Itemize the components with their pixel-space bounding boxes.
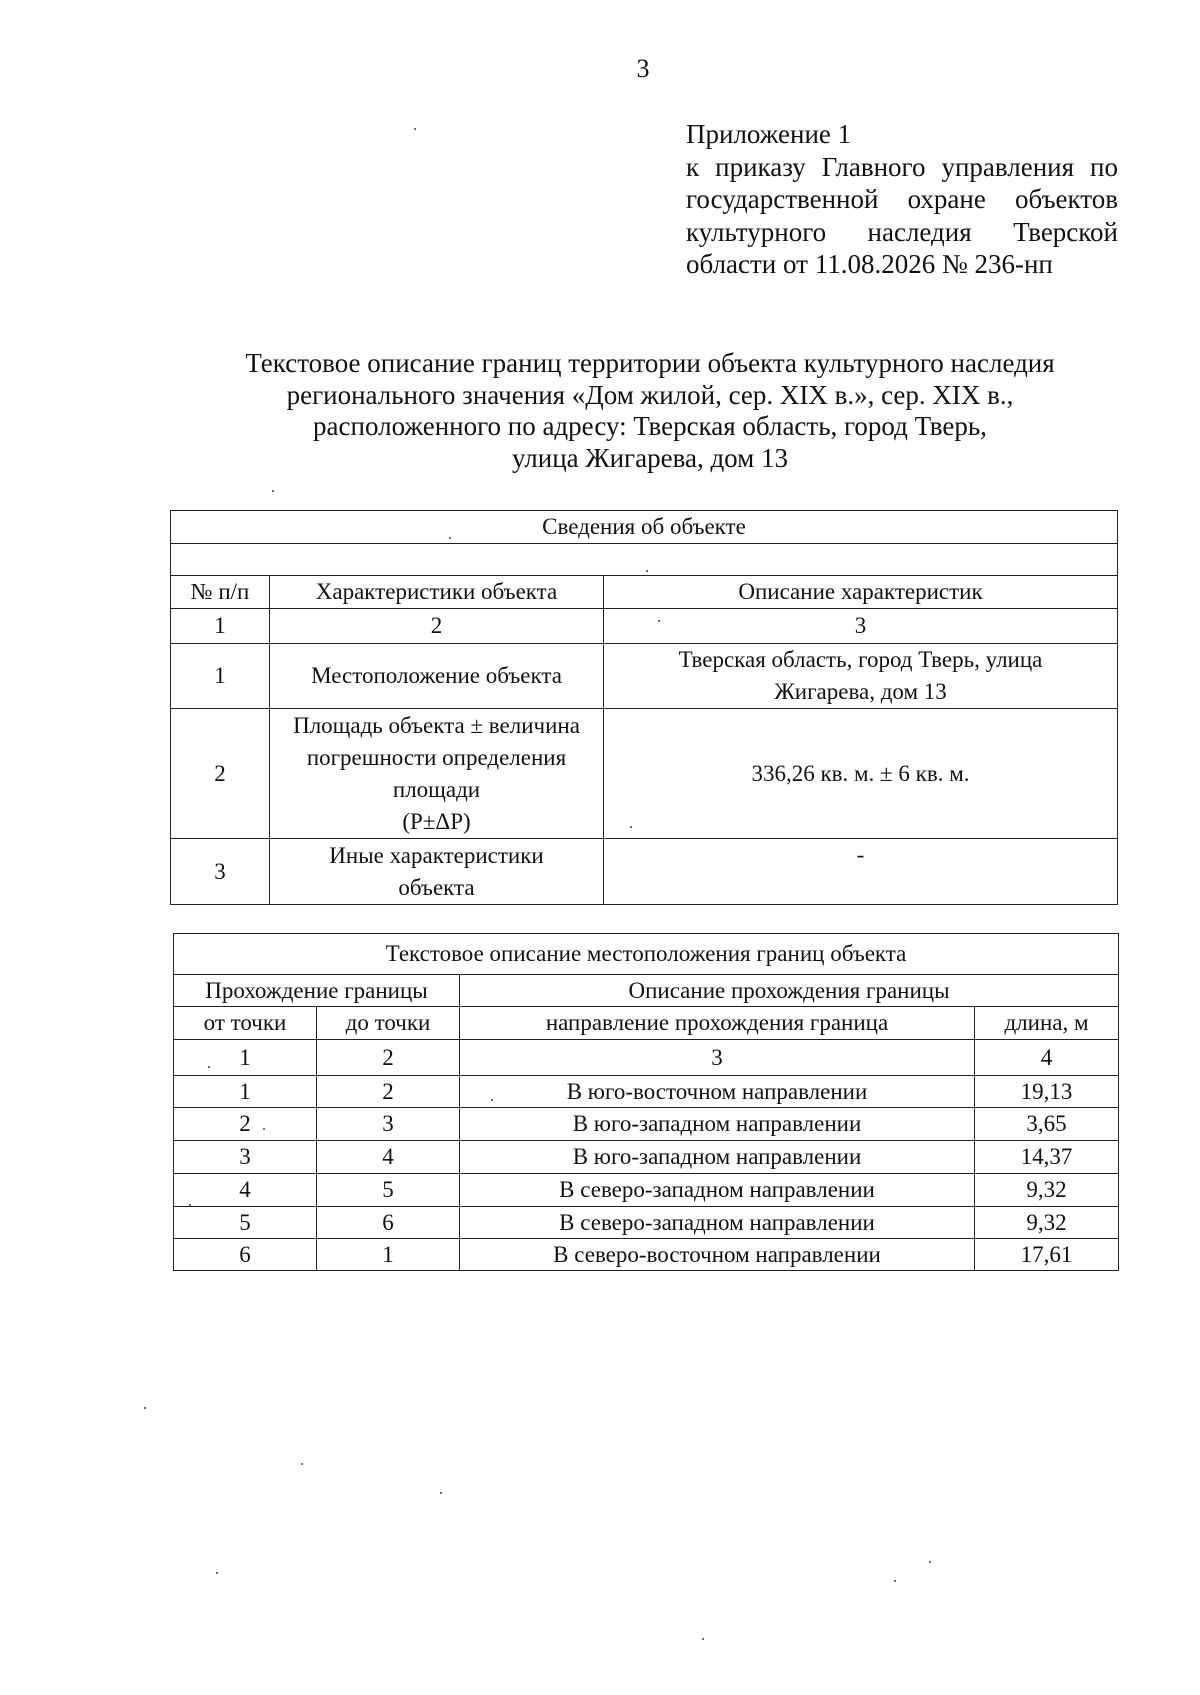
row-value	[604, 839, 1118, 905]
table-group-header-row	[174, 975, 1119, 1007]
document-title	[150, 348, 1150, 474]
from-point: 2	[174, 1108, 317, 1141]
row-characteristic	[270, 709, 604, 839]
to-point: 6	[317, 1207, 460, 1239]
appendix-line: к приказу Главного управления по	[686, 151, 1118, 182]
table-row	[171, 644, 1118, 709]
row-number: 3	[171, 839, 270, 905]
appendix-line: Приложение 1	[686, 119, 852, 149]
from-point: 1	[174, 1076, 317, 1108]
table-numbering-row	[171, 609, 1118, 644]
from-point: 5	[174, 1207, 317, 1239]
numbering-cell: 3	[604, 609, 1118, 644]
boundary-table-caption: Текстовое описание местоположения границ объекта	[174, 934, 1119, 975]
table-numbering-row	[174, 1040, 1119, 1076]
table-row	[174, 1207, 1119, 1239]
direction: В юго-восточном направлении	[460, 1076, 975, 1108]
title-line: расположенного по адресу: Тверская область, город Тверь,	[313, 411, 987, 441]
numbering-cell: 3	[460, 1040, 975, 1076]
cell-line: Жигарева, дом 13	[774, 679, 947, 704]
header-number: № п/п	[171, 576, 270, 609]
header-length: длина, м	[975, 1007, 1119, 1040]
to-point: 4	[317, 1141, 460, 1174]
group-header-passage: Прохождение границы	[174, 975, 460, 1007]
table-header-row	[174, 1007, 1119, 1040]
cell-line: площади	[392, 776, 481, 802]
length: 3,65	[975, 1108, 1119, 1141]
table-caption-row	[174, 934, 1119, 975]
header-characteristic: Характеристики объекта	[270, 576, 604, 609]
direction: В северо-восточном направлении	[460, 1239, 975, 1271]
cell-line: Иные характеристики	[329, 842, 544, 868]
table-row	[171, 839, 1118, 905]
to-point: 3	[317, 1108, 460, 1141]
cell-line: объекта	[398, 874, 475, 900]
header-to-point: до точки	[317, 1007, 460, 1040]
table-row	[174, 1076, 1119, 1108]
appendix-line: области от 11.08.2026 № 236-нп	[686, 249, 1053, 279]
numbering-cell: 2	[270, 609, 604, 644]
cell-line: Тверская область, город Тверь, улица	[678, 647, 1043, 672]
cell-line: 336,26 кв. м. ± 6 кв. м.	[751, 760, 970, 786]
table-spacer-row	[171, 544, 1118, 576]
row-value	[604, 644, 1118, 709]
row-value	[604, 709, 1118, 839]
direction: В северо-западном направлении	[460, 1207, 975, 1239]
to-point: 1	[317, 1239, 460, 1271]
direction: В юго-западном направлении	[460, 1141, 975, 1174]
numbering-cell: 2	[317, 1040, 460, 1076]
table-caption-row	[171, 511, 1118, 544]
table-header-row	[171, 576, 1118, 609]
cell-line: погрешности определения	[306, 744, 567, 770]
title-line: улица Жигарева, дом 13	[511, 442, 789, 473]
table-row	[174, 1141, 1119, 1174]
row-characteristic	[270, 839, 604, 905]
length: 9,32	[975, 1174, 1119, 1207]
row-number: 2	[171, 709, 270, 839]
length: 9,32	[975, 1207, 1119, 1239]
object-table-caption: Сведения об объекте	[171, 511, 1118, 544]
object-info-table	[170, 510, 1118, 905]
table-row	[174, 1239, 1119, 1271]
appendix-line: культурного наследия Тверской	[686, 216, 1118, 247]
appendix-block	[686, 118, 1118, 281]
boundary-table	[173, 933, 1119, 1271]
header-direction: направление прохождения граница	[460, 1007, 975, 1040]
cell-line: -	[856, 842, 865, 867]
from-point: 3	[174, 1141, 317, 1174]
from-point: 4	[174, 1174, 317, 1207]
empty-row-cell	[171, 544, 1118, 576]
cell-line: Местоположение объекта	[311, 663, 562, 688]
page-number: 3	[636, 54, 650, 83]
numbering-cell: 1	[174, 1040, 317, 1076]
direction: В юго-западном направлении	[460, 1108, 975, 1141]
title-line: Текстовое описание границ территории объекта культурного наследия	[245, 348, 1055, 378]
to-point: 2	[317, 1076, 460, 1108]
length: 14,37	[975, 1141, 1119, 1174]
cell-line: (Р±ΔР)	[402, 808, 471, 834]
numbering-cell: 4	[975, 1040, 1119, 1076]
title-line: регионального значения «Дом жилой, сер. XIX в.», сер. XIX в.,	[286, 379, 1014, 410]
direction: В северо-западном направлении	[460, 1174, 975, 1207]
group-header-description: Описание прохождения границы	[460, 975, 1119, 1007]
length: 17,61	[975, 1239, 1119, 1271]
numbering-cell: 1	[171, 609, 270, 644]
to-point: 5	[317, 1174, 460, 1207]
table-row	[171, 709, 1118, 839]
row-characteristic	[270, 644, 604, 709]
cell-line: Площадь объекта ± величина	[293, 712, 580, 738]
appendix-line: государственной охране объектов	[686, 184, 1118, 214]
header-description: Описание характеристик	[604, 576, 1118, 609]
from-point: 6	[174, 1239, 317, 1271]
table-row	[174, 1108, 1119, 1141]
header-from-point: от точки	[174, 1007, 317, 1040]
row-number: 1	[171, 644, 270, 709]
table-row	[174, 1174, 1119, 1207]
length: 19,13	[975, 1076, 1119, 1108]
